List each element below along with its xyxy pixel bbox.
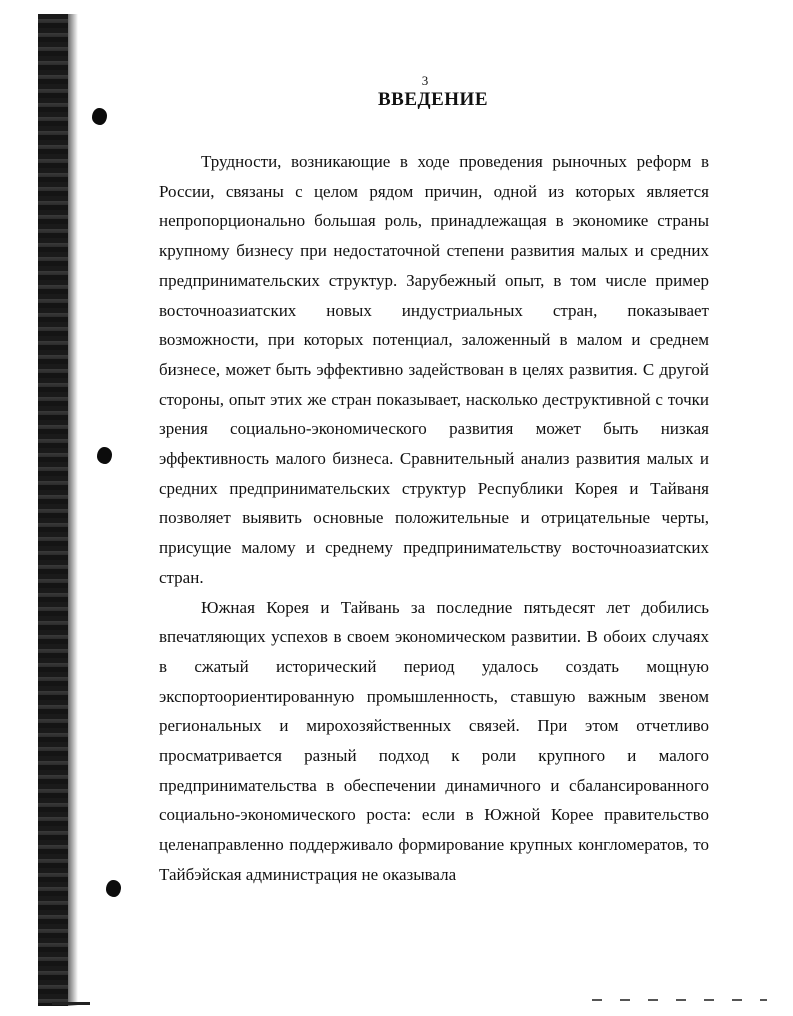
- page-number: 3: [421, 73, 429, 88]
- scan-binding-edge: [38, 14, 68, 1006]
- scan-binding-base: [52, 1002, 90, 1005]
- paragraph: Трудности, возникающие в ходе проведения рыночных реформ в России, связаны с целом рядом причин, одной из которых является непропорционально большая роль, принадлежащая в экономике страны крупному бизнесу при недостаточной степени развития малых и средних предпринимательских структур. Зарубежный опыт, в том числе пример восточноазиатских новых индустриальных стран, показывает возможности, при которых потенциал, заложенный в малом и среднем бизнесе, может быть эффективно задействован в целях развития. С другой стороны, опыт этих же стран показывает, насколько деструктивной с точки зрения социально-экономического развития может быть низкая эффективность малого бизнеса. Сравнительный анализ развития малых и средних предпринимательских структур Республики Корея и Тайваня позволяет выявить основные положительные и отрицательные черты, присущие малому и среднему предпринимательству восточноазиатских стран.: [159, 152, 709, 587]
- paragraph: Южная Корея и Тайвань за последние пятьдесят лет добились впечатляющих успехов в своем экономическом развитии. В обоих случаях в сжатый исторический период удалось создать мощную экспортоориентированную промышленность, ставшую важным звеном региональных и мирохозяйственных связей. При этом отчетливо просматривается разный подход к роли крупного и малого предпринимательства в обеспечении динамичного и сбалансированного социально-экономического роста: если в Южной Корее правительство целенаправленно поддерживало формирование крупных конгломератов, то Тайбэйская администрация не оказывала: [159, 597, 709, 884]
- page-title: ВВЕДЕНИЕ: [378, 89, 488, 110]
- document-body: [159, 147, 709, 890]
- punch-hole-mark: [92, 108, 107, 125]
- punch-hole-mark: [97, 447, 112, 464]
- scan-edge-marks: [592, 999, 767, 1001]
- punch-hole-mark: [106, 880, 121, 897]
